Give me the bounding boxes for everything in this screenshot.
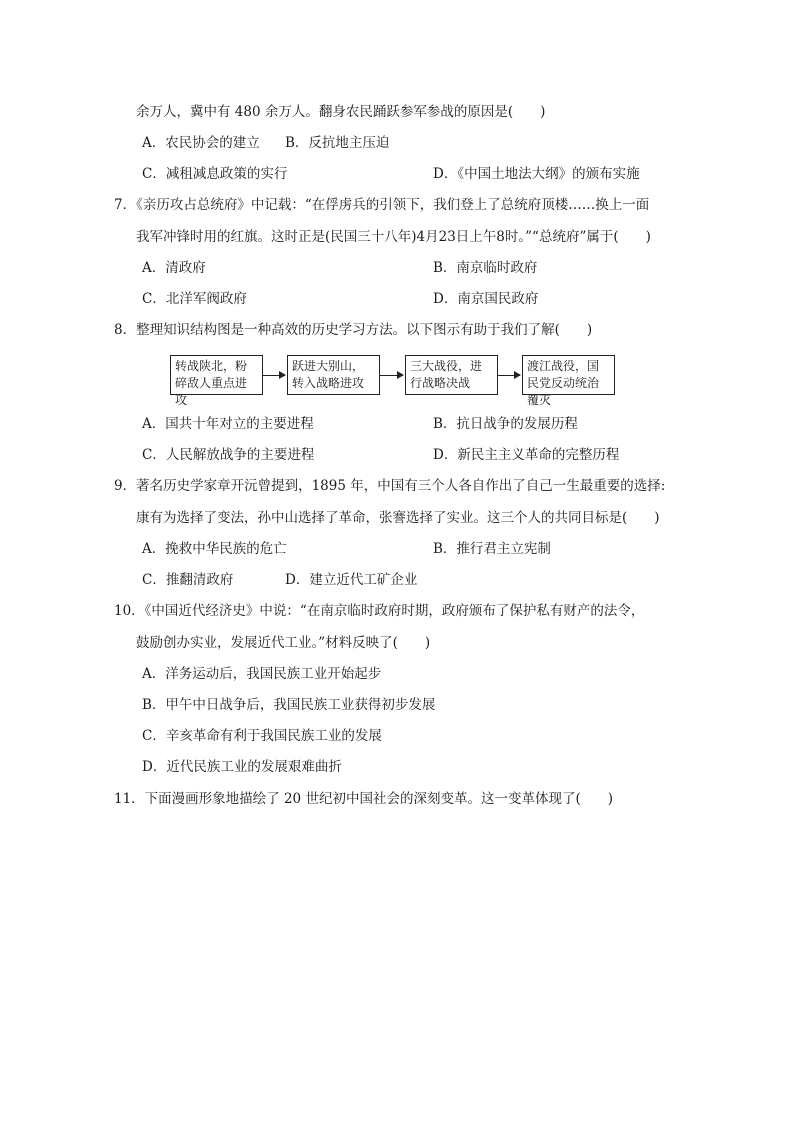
q8-option-d[interactable]: D．新民主主义革命的完整历程: [433, 447, 620, 463]
q10-stem-line2: 鼓励创办实业，发展近代工业。”材料反映了( ): [136, 635, 431, 651]
flow-arrow-icon: [380, 375, 403, 376]
q10-option-c[interactable]: C．辛亥革命有利于我国民族工业的发展: [142, 728, 382, 744]
q9-option-d[interactable]: D．建立近代工矿企业: [285, 572, 418, 588]
q9-option-b[interactable]: B．推行君主立宪制: [433, 541, 551, 557]
q11-stem: 11．下面漫画形象地描绘了 20 世纪初中国社会的深刻变革。这一变革体现了( ): [114, 791, 613, 807]
q7-option-c[interactable]: C．北洋军阀政府: [142, 291, 247, 307]
q10-option-a[interactable]: A．洋务运动后，我国民族工业开始起步: [142, 666, 382, 682]
q8-option-b[interactable]: B．抗日战争的发展历程: [433, 416, 578, 432]
q8-flow-diagram: [170, 355, 620, 407]
q10-option-d[interactable]: D．近代民族工业的发展艰难曲折: [142, 759, 342, 775]
q10-option-b[interactable]: B．甲午中日战争后，我国民族工业获得初步发展: [142, 697, 436, 713]
q6-option-d[interactable]: D．《中国土地法大纲》的颁布实施: [433, 166, 640, 182]
q9-option-c[interactable]: C．推翻清政府: [142, 572, 234, 588]
q8-stem: 8．整理知识结构图是一种高效的历史学习方法。以下图示有助于我们了解( ): [114, 322, 593, 338]
q6-continuation: 余万人，冀中有 480 余万人。翻身农民踊跃参军参战的原因是( ): [136, 104, 546, 120]
q6-option-c[interactable]: C．减租减息政策的实行: [142, 166, 288, 182]
q7-stem-line1: 7．《亲历攻占总统府》中记载：“在俘虏兵的引领下，我们登上了总统府顶楼……换上一面: [114, 197, 650, 213]
q10-stem-line1: 10．《中国近代经济史》中说：“在南京临时政府时期，政府颁布了保护私有财产的法令，: [114, 603, 645, 619]
q7-stem-line2: 我军冲锋时用的红旗。这时正是(民国三十八年)4月23日上午8时。”“总统府”属于( ): [136, 229, 651, 245]
flow-arrow-icon: [263, 375, 285, 376]
flow-step-4: 渡江战役，国民党反动统治覆灭: [522, 355, 615, 395]
q9-stem-line1: 9．著名历史学家章开沅曾提到，1895 年，中国有三个人各自作出了自己一生最重要的选择:: [114, 478, 666, 494]
q6-option-b[interactable]: B．反抗地主压迫: [285, 135, 390, 151]
flow-step-1: 转战陕北，粉碎敌人重点进攻: [170, 355, 263, 395]
q9-stem-line2: 康有为选择了变法，孙中山选择了革命，张謇选择了实业。这三个人的共同目标是( ): [136, 510, 660, 526]
flow-arrow-icon: [498, 375, 520, 376]
q7-option-d[interactable]: D．南京国民政府: [433, 291, 539, 307]
q8-option-a[interactable]: A．国共十年对立的主要进程: [142, 416, 314, 432]
q8-option-c[interactable]: C．人民解放战争的主要进程: [142, 447, 315, 463]
flow-step-2: 跃进大别山，转入战略进攻: [287, 355, 380, 395]
q7-option-b[interactable]: B．南京临时政府: [433, 260, 538, 276]
q9-option-a[interactable]: A．挽救中华民族的危亡: [142, 541, 287, 557]
flow-step-3: 三大战役，进行战略决战: [405, 355, 498, 395]
q7-option-a[interactable]: A．清政府: [142, 260, 206, 276]
q6-option-a[interactable]: A．农民协会的建立: [142, 135, 260, 151]
